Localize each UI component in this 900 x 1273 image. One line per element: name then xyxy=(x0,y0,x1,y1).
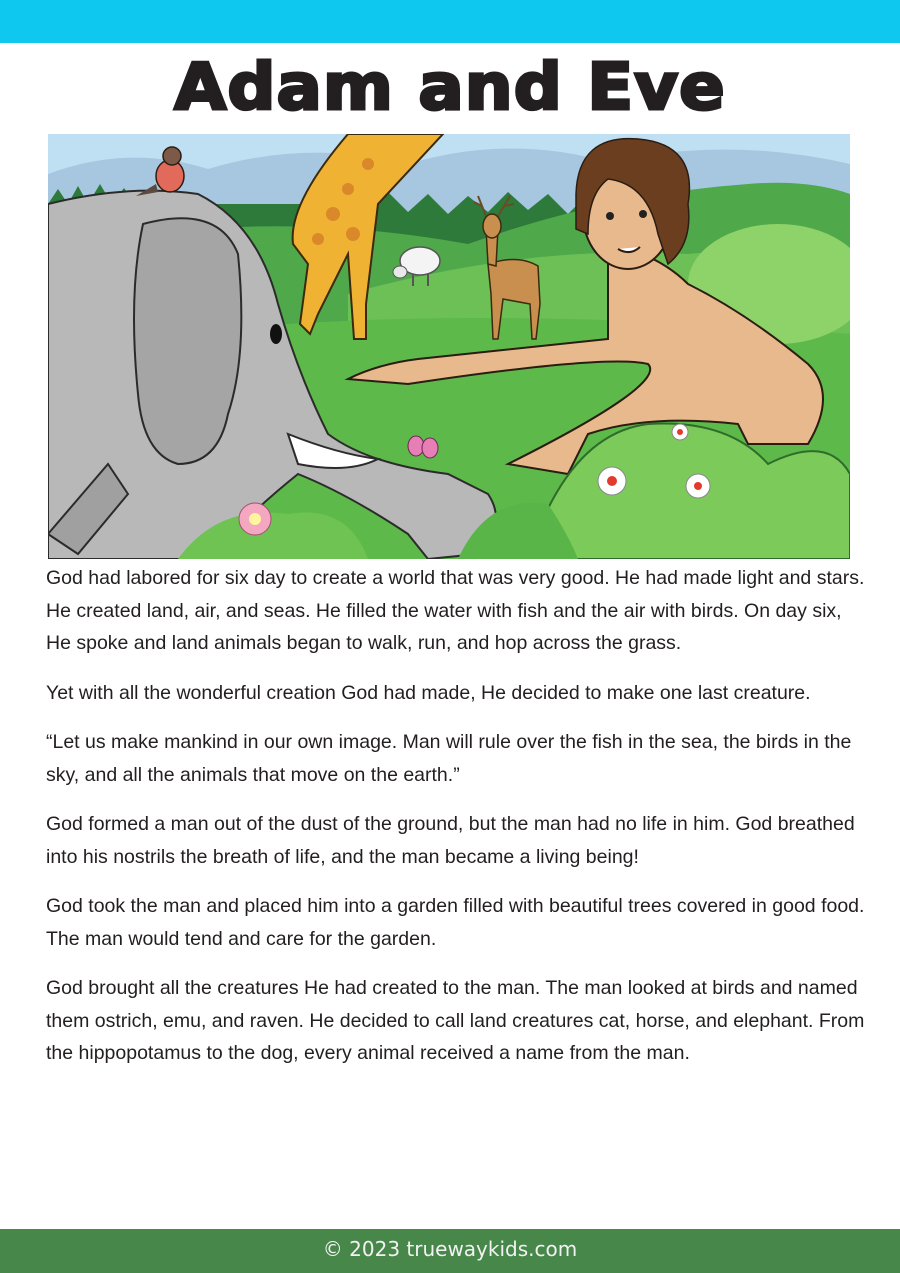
pink-flower xyxy=(239,503,271,535)
story-illustration xyxy=(48,134,850,559)
copyright-text: © 2023 truewaykids.com xyxy=(322,1237,578,1261)
top-accent-bar xyxy=(0,0,900,43)
story-text xyxy=(46,562,866,1087)
page-title: Adam and Eve xyxy=(174,51,726,125)
story-paragraph: God formed a man out of the dust of the ground, but the man had no life in him. God breathed into his nostrils the breath of life, and the man became a living being! xyxy=(46,813,855,868)
story-paragraph: God had labored for six day to create a world that was very good. He had made light and stars. He created land, air, and seas. He filled the water with fish and the air with birds. On day six, He spoke and land animals began to walk, run, and hop across the grass. xyxy=(46,567,865,654)
white-flower xyxy=(598,467,626,495)
story-paragraph: God took the man and placed him into a garden filled with beautiful trees covered in good food. The man would tend and care for the garden. xyxy=(46,895,865,950)
story-paragraph: God brought all the creatures He had created to the man. The man looked at birds and named them ostrich, emu, and raven. He decided to call land creatures cat, horse, and elephant. From the hippopotamus to the dog, every animal received a name from the man. xyxy=(46,977,865,1064)
story-paragraph: “Let us make mankind in our own image. Man will rule over the fish in the sea, the birds in the sky, and all the animals that move on the earth.” xyxy=(46,731,852,786)
story-paragraph: Yet with all the wonderful creation God had made, He decided to make one last creature. xyxy=(46,681,811,704)
white-flower xyxy=(686,474,710,498)
white-flower xyxy=(672,424,688,440)
footer-bar xyxy=(0,1229,900,1273)
